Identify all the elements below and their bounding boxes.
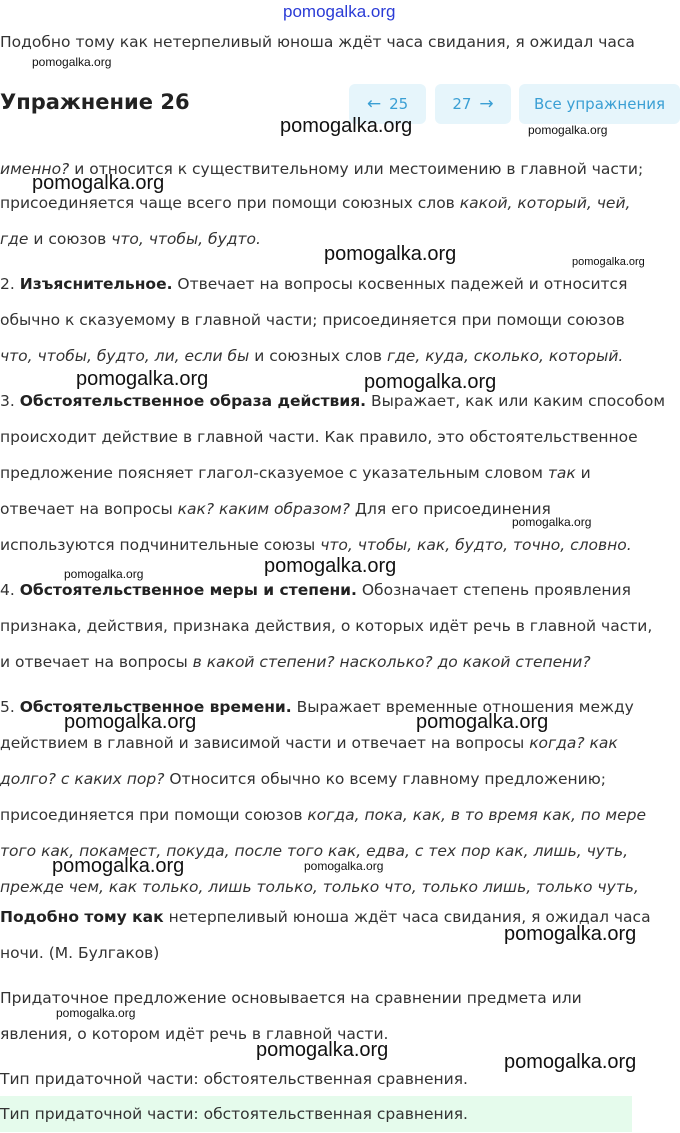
explanation-line-1: Придаточное предложение основывается на сравнении предмета или <box>0 989 582 1007</box>
watermark: pomogalka.org <box>528 123 608 137</box>
watermark: pomogalka.org <box>504 923 637 945</box>
text: и <box>575 464 591 482</box>
example-words: того как, покамест, покуда, после того как, едва, с тех пор как, лишь, чуть, <box>0 842 629 860</box>
watermark: pomogalka.org <box>52 855 185 877</box>
text: действием в главной и зависимой части и отвечает на вопросы <box>0 734 530 752</box>
watermark: pomogalka.org <box>64 711 197 733</box>
intro-line: Подобно тому как нетерпеливый юноша ждёт часа свидания, я ожидал часа <box>0 33 635 51</box>
watermark: pomogalka.org <box>76 368 209 390</box>
example-words: какой, который, чей, <box>459 194 631 212</box>
arrow-right-icon: → <box>479 94 494 114</box>
next-exercise-button[interactable] <box>435 84 511 124</box>
example-words: что, чтобы, как, будто, точно, словно. <box>320 536 632 554</box>
text: Относится обычно ко всему главному предложению; <box>164 770 607 788</box>
all-exercises-label: Все упражнения <box>533 95 666 113</box>
example-words: где <box>0 230 29 248</box>
text: используются подчинительные союзы <box>0 536 321 554</box>
item-number: 3. <box>0 392 20 410</box>
watermark: pomogalka.org <box>504 1051 637 1073</box>
paragraph-3-line-3 <box>0 455 591 491</box>
item-number: 5. <box>0 698 20 716</box>
question-text: когда? как <box>529 734 618 752</box>
text: и союзов <box>28 230 112 248</box>
watermark: pomogalka.org <box>56 1006 136 1020</box>
text: отвечает на вопросы <box>0 500 178 518</box>
question-text: в какой степени? насколько? до какой степени? <box>192 653 591 671</box>
next-exercise-label: 27 <box>452 95 472 113</box>
paragraph-4-line-2: признака, действия, признака действия, о которых идёт речь в главной части, <box>0 617 653 635</box>
watermark: pomogalka.org <box>572 256 645 268</box>
text: Выражает временные отношения между <box>291 698 634 716</box>
text: и отвечает на вопросы <box>0 653 193 671</box>
paragraph-3-line-2: происходит действие в главной части. Как правило, это обстоятельственное <box>0 428 638 446</box>
text: Отвечает на вопросы косвенных падежей и относится <box>172 275 628 293</box>
paragraph-5-line-3 <box>0 761 606 797</box>
paragraph-5-line-4 <box>0 797 646 833</box>
example-words: так <box>547 464 576 482</box>
watermark: pomogalka.org <box>304 859 384 873</box>
watermark: pomogalka.org <box>280 115 413 137</box>
item-number: 2. <box>0 275 20 293</box>
watermark: pomogalka.org <box>364 371 497 393</box>
watermark-top: pomogalka.org <box>283 2 396 21</box>
example-words: где, куда, сколько, который. <box>386 347 624 365</box>
text: Для его присоединения <box>349 500 551 518</box>
watermark: pomogalka.org <box>256 1039 389 1061</box>
term: Обстоятельственное меры и степени. <box>19 581 357 599</box>
highlighted-conjunction: Подобно тому как <box>0 908 164 926</box>
term: Обстоятельственное образа действия. <box>19 392 367 410</box>
watermark: pomogalka.org <box>512 515 592 529</box>
paragraph-2-line-2: обычно к сказуемому в главной части; присоединяется при помощи союзов <box>0 311 625 329</box>
paragraph-1-line-3 <box>0 221 261 257</box>
type-line: Тип придаточной части: обстоятельственная сравнения. <box>0 1070 468 1088</box>
paragraph-2-line-1 <box>0 266 627 302</box>
example-line-2: ночи. (М. Булгаков) <box>0 944 160 962</box>
arrow-left-icon: ← <box>366 94 382 114</box>
text: предложение поясняет глагол-сказуемое с указательным словом <box>0 464 548 482</box>
explanation-line-2: явления, о котором идёт речь в главной части. <box>0 1025 389 1043</box>
example-words: когда, пока, как, в то время как, по мере <box>307 806 647 824</box>
question-text: долго? с каких пор? <box>0 770 165 788</box>
text: и относится к существительному или местоимению в главной части; <box>69 160 644 178</box>
watermark: pomogalka.org <box>32 172 165 194</box>
text: присоединяется при помощи союзов <box>0 806 308 824</box>
prev-exercise-label: 25 <box>389 95 409 113</box>
term: Обстоятельственное времени. <box>19 698 292 716</box>
item-number: 4. <box>0 581 20 599</box>
watermark: pomogalka.org <box>64 567 144 581</box>
term: Изъяснительное. <box>19 275 173 293</box>
paragraph-4-line-3 <box>0 644 591 680</box>
question-text: именно? <box>0 160 70 178</box>
example-words: что, чтобы, будто. <box>111 230 261 248</box>
text: нетерпеливый юноша ждёт часа свидания, я ожидал часа <box>163 908 651 926</box>
watermark: pomogalka.org <box>324 243 457 265</box>
answer-box: Тип придаточной части: обстоятельственная сравнения. <box>0 1096 632 1132</box>
watermark: pomogalka.org <box>416 711 549 733</box>
example-words: что, чтобы, будто, ли, если бы <box>0 347 250 365</box>
watermark: pomogalka.org <box>32 55 112 69</box>
question-text: как? каким образом? <box>177 500 350 518</box>
watermark: pomogalka.org <box>264 555 397 577</box>
paragraph-3-line-4 <box>0 491 551 527</box>
text: присоединяется чаще всего при помощи союзных слов <box>0 194 460 212</box>
all-exercises-button[interactable] <box>519 84 680 124</box>
example-words: прежде чем, как только, лишь только, только что, только лишь, только чуть, <box>0 878 639 896</box>
text: и союзных слов <box>249 347 387 365</box>
text: Обозначает степень проявления <box>356 581 631 599</box>
page-title: Упражнение 26 <box>0 90 190 114</box>
text: Выражает, как или каким способом <box>366 392 666 410</box>
